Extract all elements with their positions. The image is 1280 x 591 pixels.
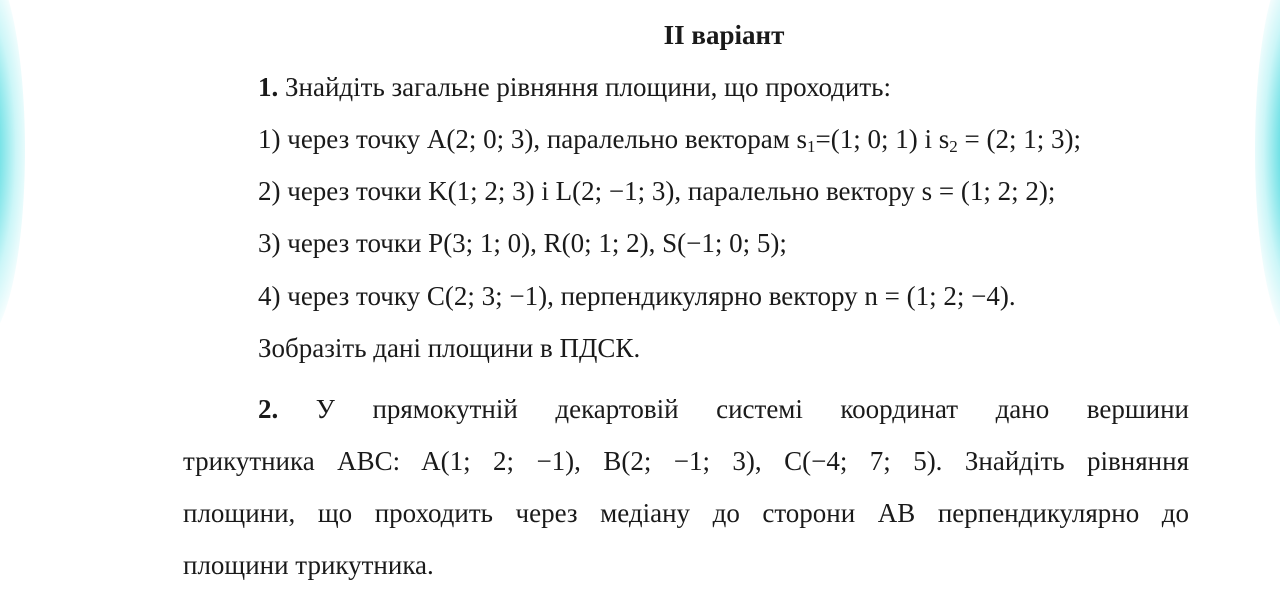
task2-number: 2. [258, 394, 279, 424]
task1-item-3: 3) через точки P(3; 1; 0), R(0; 1; 2), S(−1; 0; 5); [258, 228, 787, 258]
task1-item-4: 4) через точку C(2; 3; −1), перпендикулярно вектору n = (1; 2; −4). [258, 281, 1016, 311]
task1-item-1-sub-1: 1 [807, 137, 816, 156]
task2-line-3: площини, що проходить через медіану до сторони AB перпендикулярно до [183, 498, 1189, 528]
task2-line-1 [183, 383, 1189, 435]
task1-item-1 [258, 122, 1081, 156]
task2-line-4: площини трикутника. [183, 550, 434, 580]
task1-intro [258, 70, 891, 104]
task1-item-1-part-b: =(1; 0; 1) і s [815, 124, 950, 154]
task1-outro: Зобразіть дані площини в ПДСК. [258, 333, 641, 363]
task2-line-1-text: У прямокутній декартовій системі координат дано вершини [278, 394, 1189, 424]
task1-item-1-part-a: 1) через точку A(2; 0; 3), паралельно векторам s [258, 124, 808, 154]
variant-title: II варіант [663, 20, 785, 50]
task2-paragraph [183, 383, 1189, 591]
task2-line-2: трикутника ABC: A(1; 2; −1), B(2; −1; 3), C(−4; 7; 5). Знайдіть рівняння [183, 446, 1189, 476]
task1-number: 1. [258, 72, 279, 102]
task1-intro-text: Знайдіть загальне рівняння площини, що проходить: [278, 72, 891, 102]
task1-item-1-sub-2: 2 [949, 137, 958, 156]
task1-item-1-part-c: = (2; 1; 3); [957, 124, 1081, 154]
task1-item-2: 2) через точки K(1; 2; 3) і L(2; −1; 3), паралельно вектору s = (1; 2; 2); [258, 176, 1056, 206]
